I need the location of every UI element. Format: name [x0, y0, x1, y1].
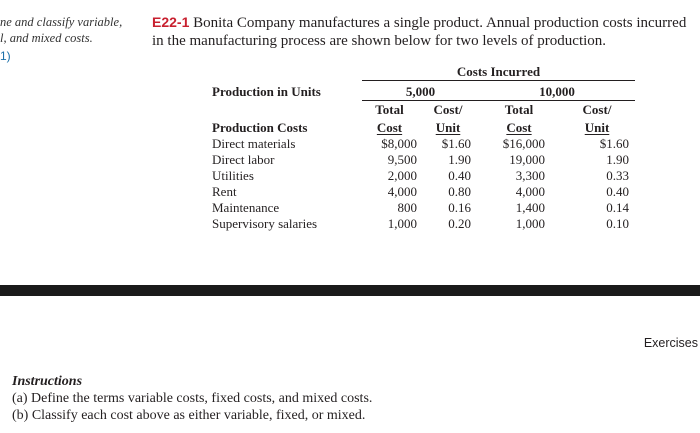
production-costs-label: Production Costs [212, 120, 308, 135]
unit-cost-5000: 0.16 [448, 200, 471, 215]
production-in-units-label: Production in Units [212, 84, 321, 99]
unit-cost-10000: $1.60 [599, 136, 629, 151]
cost-header-1: Cost [376, 120, 403, 135]
total-cost-5000: $8,000 [381, 136, 417, 151]
unit-cost-10000: 1.90 [606, 152, 629, 167]
table-row [212, 200, 635, 216]
total-header-1: Total [375, 102, 404, 117]
row-label: Supervisory salaries [212, 216, 318, 231]
total-cost-10000: 3,300 [515, 168, 545, 183]
instruction-b: (b) Classify each cost above as either variable, fixed, or mixed. [12, 408, 366, 423]
row-label: Direct materials [212, 136, 296, 151]
cost-slash-header-2: Cost/ [582, 102, 612, 117]
margin-note-line-1: ne and classify variable, [0, 15, 123, 29]
unit-cost-5000: 1.90 [448, 152, 471, 167]
instructions-title: Instructions [12, 374, 83, 389]
row-label: Direct labor [212, 152, 275, 167]
instructions-block [12, 373, 372, 424]
problem-line-1 [152, 13, 686, 32]
total-cost-5000: 4,000 [387, 184, 417, 199]
problem-line-2: in the manufacturing process are shown below for two levels of production. [152, 33, 607, 49]
total-cost-5000: 2,000 [387, 168, 417, 183]
row-label: Rent [212, 184, 237, 199]
total-cost-5000: 1,000 [387, 216, 417, 231]
total-cost-10000: 1,000 [515, 216, 545, 231]
unit-cost-5000: 0.80 [448, 184, 471, 199]
unit-cost-5000: 0.40 [448, 168, 471, 183]
exercises-label: Exercises [643, 336, 698, 350]
table-row [212, 136, 635, 152]
unit-cost-10000: 0.33 [606, 168, 629, 183]
costs-table [212, 62, 635, 232]
unit-cost-10000: 0.14 [606, 200, 629, 215]
costs-incurred-header: Costs Incurred [362, 62, 635, 80]
instruction-a: (a) Define the terms variable costs, fixed costs, and mixed costs. [12, 391, 373, 406]
section-divider-band [0, 285, 700, 296]
cost-slash-header-1: Cost/ [433, 102, 463, 117]
cost-header-2: Cost [506, 120, 532, 135]
table-row [212, 168, 635, 184]
margin-note-line-2: l, and mixed costs. [0, 31, 93, 45]
level-5000-header: 5,000 [362, 80, 479, 100]
unit-cost-10000: 0.10 [606, 216, 629, 231]
problem-statement [152, 13, 686, 50]
margin-number: 1) [0, 49, 11, 63]
total-cost-5000: 800 [397, 200, 417, 215]
problem-code: E22-1 [152, 14, 190, 30]
total-cost-10000: 19,000 [509, 152, 545, 167]
margin-note [0, 14, 122, 46]
unit-cost-10000: 0.40 [606, 184, 629, 199]
total-cost-10000: $16,000 [502, 136, 545, 151]
unit-cost-5000: $1.60 [441, 136, 471, 151]
unit-header-1: Unit [435, 120, 461, 135]
total-cost-10000: 1,400 [515, 200, 545, 215]
problem-text-1: Bonita Company manufactures a single product. Annual production costs incurred [189, 15, 687, 31]
table-row [212, 184, 635, 200]
total-cost-10000: 4,000 [515, 184, 545, 199]
unit-header-2: Unit [584, 120, 610, 135]
total-cost-5000: 9,500 [387, 152, 417, 167]
total-header-2: Total [504, 102, 534, 117]
table-row [212, 152, 635, 168]
row-label: Utilities [212, 168, 254, 183]
row-label: Maintenance [212, 200, 280, 215]
unit-cost-5000: 0.20 [448, 216, 471, 231]
level-10000-header: 10,000 [479, 80, 635, 100]
table-row [212, 216, 635, 232]
